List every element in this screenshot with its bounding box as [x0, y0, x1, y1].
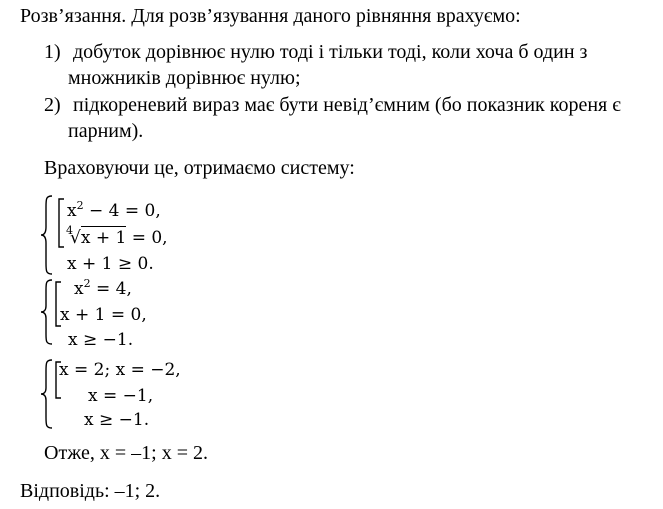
answer-text: Відповідь: –1; 2.: [20, 480, 161, 502]
condition-1-continuation: множників дорівнює нулю;: [68, 67, 301, 89]
condition-1-number: 1): [44, 41, 61, 63]
system1-curly-brace: [40, 195, 54, 275]
system3-eq2: x = −1,: [88, 386, 154, 406]
condition-2-text: підкореневий вираз має бути невід’ємним (бо показник кореня є: [73, 94, 621, 116]
condition-2-continuation: парним).: [68, 120, 144, 142]
system2-eq3: x ≥ −1.: [68, 330, 134, 350]
system1-eq3: x + 1 ≥ 0.: [67, 254, 154, 274]
system1-eq1-rest: − 4 = 0,: [83, 201, 161, 221]
intro-text: Розв’язання. Для розв’язування даного рівняння врахуємо:: [20, 5, 521, 27]
root-radicand: x + 1: [80, 228, 127, 248]
system2-eq1-exponent: 2: [83, 277, 91, 290]
system-intro: Враховуючи це, отримаємо систему:: [44, 157, 355, 179]
system1-eq1-exponent: 2: [76, 199, 84, 212]
condition-2: [44, 93, 621, 117]
system1-eq1: [67, 199, 161, 223]
condition-1-text: добуток дорівнює нулю тоді і тільки тоді, коли хоча б один з: [73, 41, 588, 63]
system2-eq1-base: x: [74, 279, 84, 299]
system1-eq1-base: x: [67, 201, 77, 221]
root-index: 4: [66, 224, 73, 237]
conclusion-text: Отже, x = –1; x = 2.: [44, 442, 208, 464]
system2-eq2: x + 1 = 0,: [60, 305, 147, 325]
system2-curly-brace: [40, 279, 54, 345]
system1-eq2: [66, 226, 168, 250]
system1-eq2-rest: = 0,: [126, 228, 168, 248]
system3-eq1: x = 2; x = −2,: [59, 360, 181, 380]
condition-2-number: 2): [44, 94, 61, 116]
system3-curly-brace: [40, 359, 54, 429]
root-radical-sign: √: [70, 228, 81, 248]
system2-eq1-rest: = 4,: [90, 279, 132, 299]
condition-1: [44, 40, 587, 64]
system1-square-bracket: [57, 198, 65, 248]
system2-eq1: [74, 277, 132, 301]
system3-eq3: x ≥ −1.: [84, 410, 150, 430]
